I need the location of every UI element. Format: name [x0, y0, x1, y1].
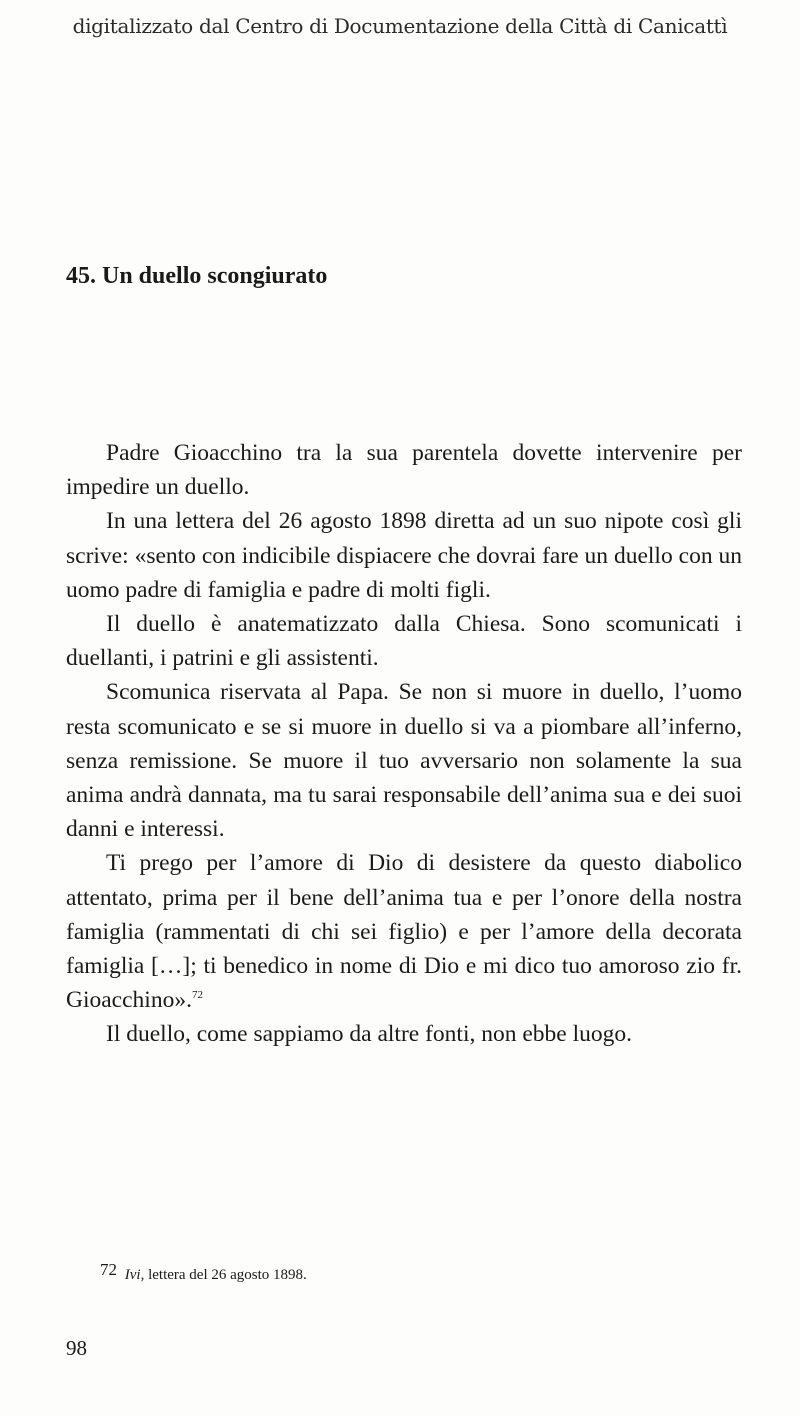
- paragraph: Padre Gioacchino tra la sua parentela dovette intervenire per impedire un duello.: [66, 440, 742, 501]
- footnote-text: lettera del 26 agosto 1898.: [148, 1267, 307, 1283]
- footnote: [100, 1260, 307, 1284]
- footnote-reference[interactable]: 72: [191, 989, 203, 1002]
- digitization-watermark: digitalizzato dal Centro di Documentazione della Città di Canicattì: [72, 14, 728, 38]
- paragraph: In una lettera del 26 agosto 1898 diretta ad un suo nipote così gli scrive: «sento con indicibile dispiacere che dovrai fare un duello con un uomo padre di famiglia e padre di molti figli.: [66, 508, 742, 603]
- letter-closing-text: Ti prego per l’amore di Dio di desistere da questo diabolico attentato, prima per il bene dell’anima tua e per l’onore della nostra famiglia (rammentati di chi sei figlio) e per l’amore della decorata famiglia […]; ti benedico in nome di Dio e mi dico tuo amoroso zio fr. Gioacchino».: [66, 850, 742, 1014]
- page-number: 98: [66, 1336, 87, 1360]
- footnote-number: 72: [100, 1260, 117, 1279]
- paragraph: Il duello è anatematizzato dalla Chiesa. Sono scomunicati i duellanti, i patrini e gli assistenti.: [66, 611, 742, 672]
- chapter-body: [66, 436, 742, 1052]
- paragraph: [66, 846, 742, 1017]
- paragraph: Il duello, come sappiamo da altre fonti, non ebbe luogo.: [106, 1021, 632, 1048]
- paragraph: Scomunica riservata al Papa. Se non si muore in duello, l’uomo resta scomunicato e se si muore in duello si va a piombare all’inferno, senza remissione. Se muore il tuo avversario non solamente la sua anima andrà dannata, ma tu sarai responsabile dell’anima sua e dei suoi danni e interessi.: [66, 679, 742, 843]
- chapter-title: 45. Un duello scongiurato: [66, 263, 328, 289]
- footnote-source: Ivi,: [124, 1267, 145, 1283]
